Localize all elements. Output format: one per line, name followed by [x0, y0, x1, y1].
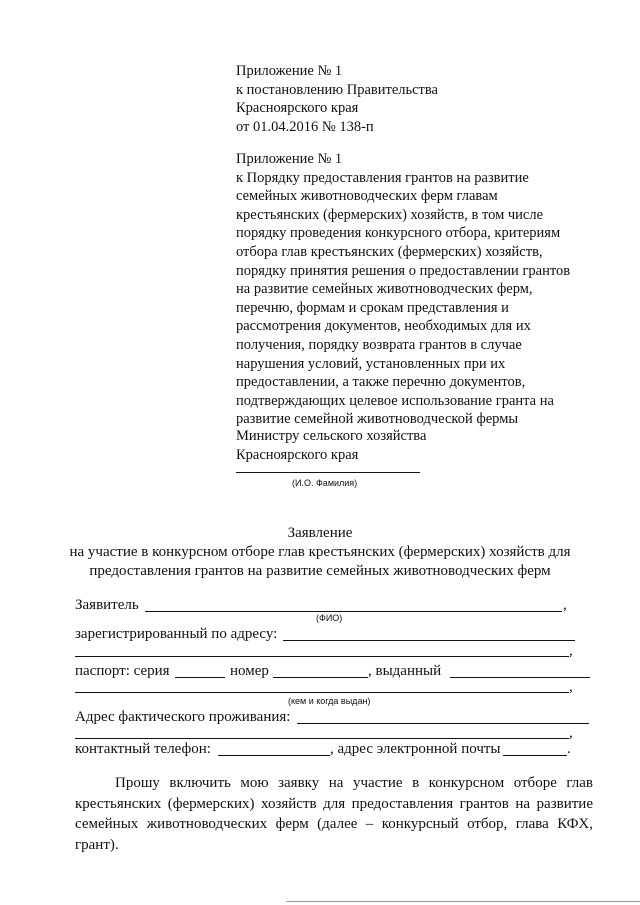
issued-caption: (кем и когда выдан): [288, 696, 371, 706]
appendix-line: Приложение № 1: [236, 151, 343, 167]
actual-address-field-line2[interactable]: [75, 738, 569, 739]
paragraph-line: крестьянских (фермерских) хозяйств для предоставления грантов на развитие: [75, 795, 593, 812]
appendix-line: на развитие семейных животноводческих ферм,: [236, 281, 533, 298]
appendix-line: отбора глав крестьянских (фермерских) хозяйств,: [236, 243, 543, 260]
addressee-name-line[interactable]: [236, 472, 420, 473]
passport-issued-label: , выданный: [368, 663, 442, 679]
passport-series-field[interactable]: [175, 677, 225, 678]
passport-number-field[interactable]: [273, 677, 368, 678]
appendix-line: рассмотрения документов, необходимых для их: [236, 318, 531, 335]
applicant-comma: ,: [563, 597, 567, 613]
passport-issued-field[interactable]: [450, 677, 590, 678]
addressee-name-caption: (И.О. Фамилия): [292, 478, 358, 488]
phone-field[interactable]: [218, 755, 330, 756]
actual-address-field[interactable]: [297, 723, 589, 724]
appendix-header-resolution: [236, 62, 606, 136]
actual-address-label: Адрес фактического проживания:: [75, 709, 291, 725]
appendix-line: получения, порядку возврата грантов в случае: [236, 336, 522, 353]
application-title: Заявление: [287, 525, 353, 541]
actual-address-comma: ,: [569, 725, 573, 741]
appendix-line: перечню, формам и срокам представления и: [236, 299, 509, 316]
application-subtitle: на участие в конкурсном отборе глав крестьянских (фермерских) хозяйств для: [69, 544, 571, 560]
email-label: , адрес электронной почты: [330, 741, 501, 757]
addressee-block: [236, 427, 606, 464]
appendix-line: крестьянских (фермерских) хозяйств, в том числе: [236, 206, 544, 223]
appendix-line: развитие семейной животноводческой фермы: [236, 411, 519, 428]
appendix-header-procedure: [236, 150, 606, 429]
registered-address-field[interactable]: [283, 640, 575, 641]
phone-label: контактный телефон:: [75, 741, 211, 757]
email-period: .: [567, 741, 571, 757]
appendix-line: Красноярского края: [236, 100, 359, 117]
paragraph-line: Прошу включить мою заявку на участие в конкурсном отборе глав: [115, 775, 593, 791]
scan-edge-line: [286, 901, 640, 902]
passport-issued-comma: ,: [569, 679, 573, 695]
addressee-line: Министру сельского хозяйства: [236, 428, 427, 444]
appendix-line: порядку принятия решения о предоставлении грантов: [236, 262, 571, 279]
appendix-line: от 01.04.2016 № 138-п: [236, 118, 374, 135]
appendix-line: семейных животноводческих ферм главам: [236, 188, 498, 205]
appendix-line: к постановлению Правительства: [236, 81, 438, 98]
paragraph-line: семейных животноводческих ферм (далее – конкурсный отбор, глава КФХ,: [75, 816, 593, 832]
appendix-line: предоставлении, а также перечню документов,: [236, 374, 526, 391]
registered-address-field-line2[interactable]: [75, 656, 569, 657]
passport-number-label: номер: [230, 663, 269, 679]
passport-issued-field-line2[interactable]: [75, 692, 569, 693]
passport-series-label: паспорт: серия: [75, 663, 170, 679]
appendix-line: подтверждающих целевое использование гранта на: [236, 392, 554, 409]
applicant-field[interactable]: [145, 611, 562, 612]
application-subtitle: предоставления грантов на развитие семейных животноводческих ферм: [89, 563, 551, 579]
appendix-line: нарушения условий, установленных при их: [236, 355, 506, 372]
appendix-line: Приложение № 1: [236, 63, 343, 79]
paragraph-line: грант).: [75, 836, 119, 853]
appendix-line: порядку проведения конкурсного отбора, критериям: [236, 225, 561, 242]
registered-address-comma: ,: [569, 643, 573, 659]
fio-caption: (ФИО): [316, 613, 343, 623]
email-field[interactable]: [503, 755, 567, 756]
applicant-label: Заявитель: [75, 597, 139, 613]
addressee-line: Красноярского края: [236, 446, 359, 463]
appendix-line: к Порядку предоставления грантов на развитие: [236, 169, 529, 186]
registered-address-label: зарегистрированный по адресу:: [75, 626, 278, 642]
request-paragraph: [75, 773, 593, 855]
